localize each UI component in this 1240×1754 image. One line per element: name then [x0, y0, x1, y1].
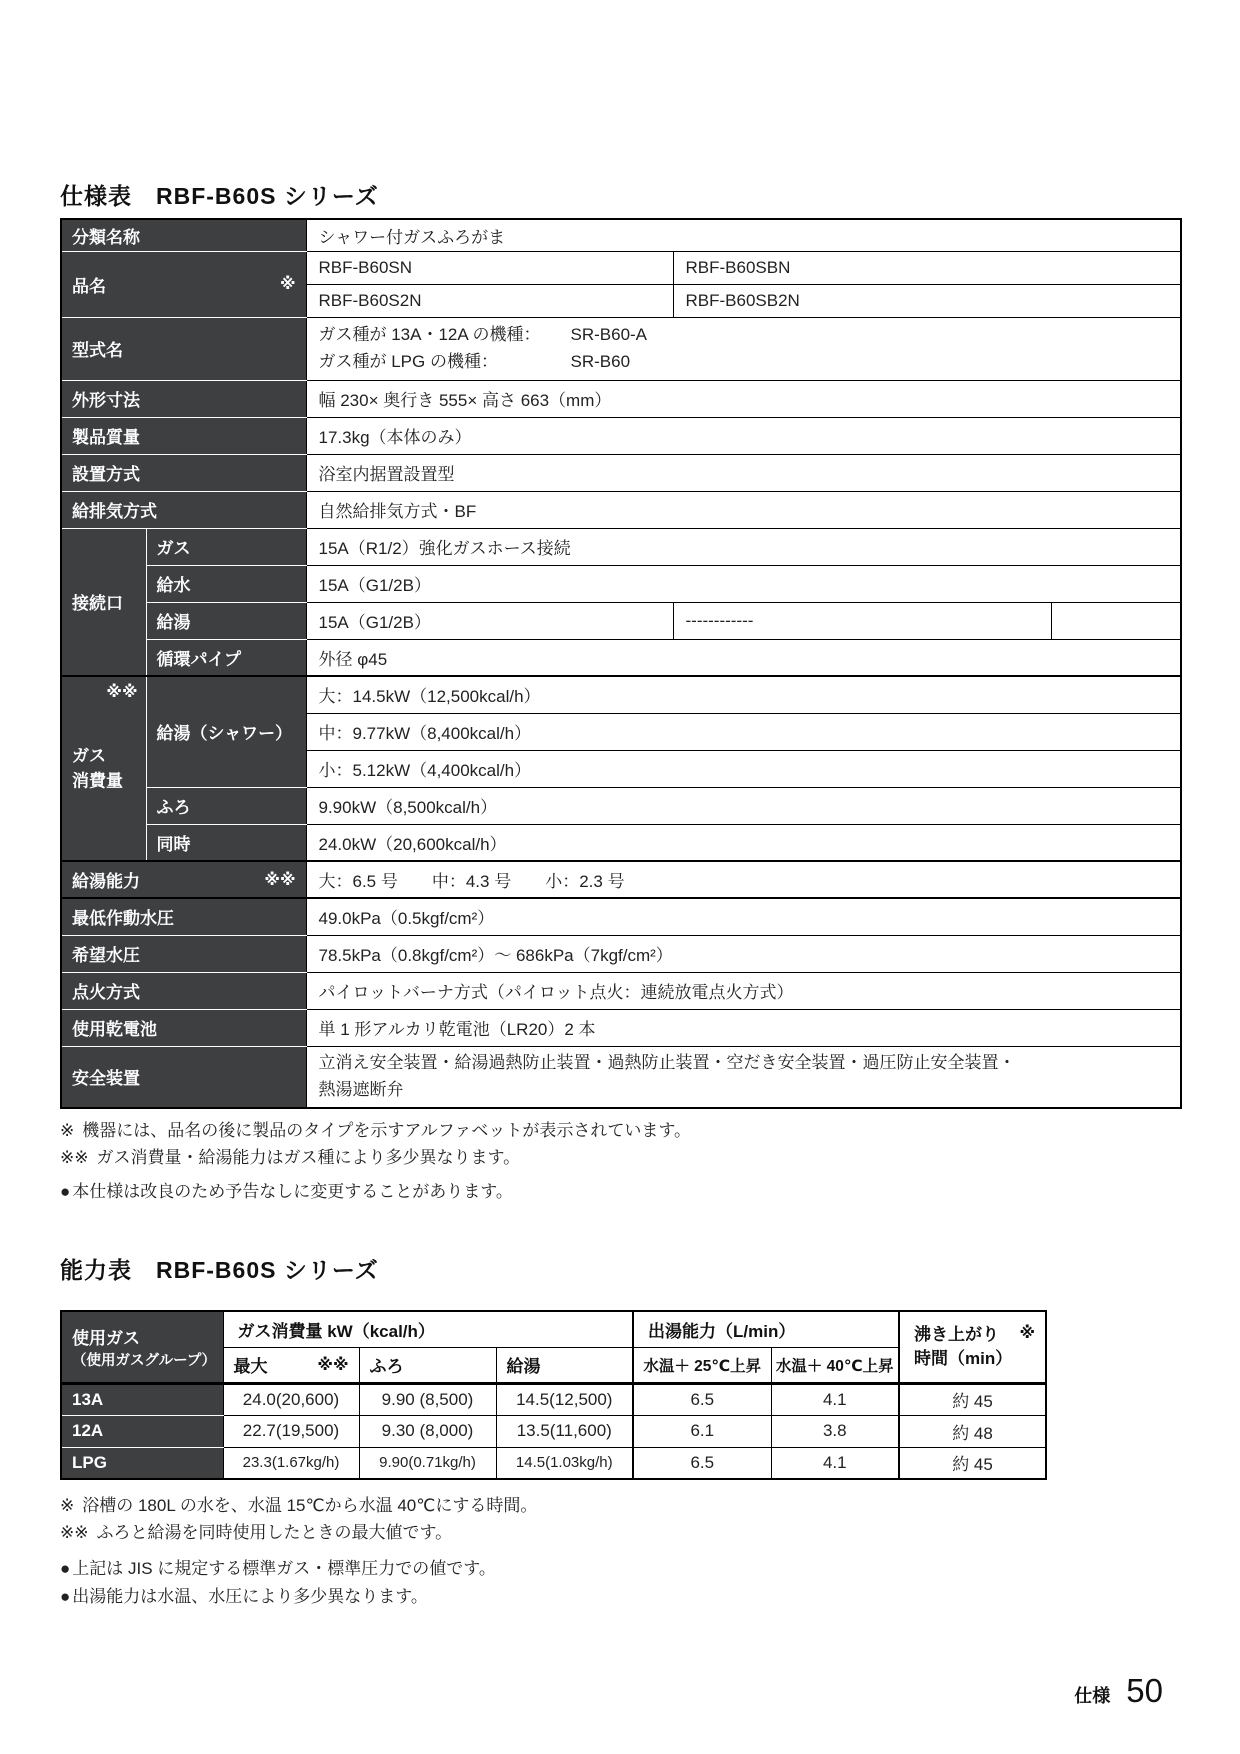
spec-row-header-weight — [61, 417, 306, 454]
cap-value-12a-rise25: 6.1 — [633, 1415, 771, 1447]
spec-subheader-connection-hot-water — [146, 602, 306, 639]
spec-value-name-s2n: RBF-B60S2N — [306, 284, 673, 317]
spec-value-bath: 9.90kW（8,500kcal/h） — [306, 787, 1181, 824]
cap-time-line1 — [914, 1323, 1035, 1347]
cap-group-output: 出湯能力（L/min） — [633, 1311, 899, 1347]
spec-label-min-pressure: 最低作動水圧 — [72, 909, 174, 929]
spec-row-header-min-pressure — [61, 898, 306, 935]
footer-section-label: 仕様 — [1074, 1686, 1111, 1706]
spec-subheader-simultaneous — [146, 824, 306, 861]
model-line2-value: SR-B60 — [570, 351, 631, 371]
cap-value-12a-max: 22.7(19,500) — [223, 1415, 359, 1447]
spec-label-model: 型式名 — [72, 341, 123, 360]
spec-row-header-category — [61, 219, 306, 251]
cap-subheader-rise40: 水温＋ 40℃上昇 — [771, 1347, 899, 1383]
cap-value-13a-hot: 14.5(12,500) — [496, 1383, 633, 1415]
spec-value-name-sbn: RBF-B60SBN — [673, 251, 1181, 284]
cap-value-13a-rise40: 4.1 — [771, 1383, 899, 1415]
spec-value-installation: 浴室内据置設置型 — [306, 454, 1181, 491]
cap-row-header-lpg: LPG — [61, 1447, 223, 1479]
spec-label-weight: 製品質量 — [72, 428, 140, 447]
cap-value-12a-time: 約 48 — [899, 1415, 1046, 1447]
spec-row-header-pressure-range — [61, 935, 306, 972]
cap-header-gas-type — [61, 1311, 223, 1383]
spec-label-pressure-range: 希望水圧 — [72, 946, 140, 965]
spec-table-title: 仕様表 RBF-B60S シリーズ — [60, 183, 379, 209]
spec-notes — [60, 1117, 1180, 1206]
capacity-table — [60, 1310, 1047, 1480]
spec-label-category: 分類名称 — [72, 227, 140, 247]
page-footer — [1074, 1672, 1163, 1710]
spec-note-2 — [60, 1144, 1180, 1171]
spec-row-header-product-name — [61, 251, 306, 317]
note-text: 出湯能力は水温、水圧により多少異なります。 — [72, 1587, 428, 1606]
spec-value-ignition: パイロットバーナ方式（パイロット点火：連続放電点火方式） — [306, 972, 1181, 1009]
cap-group-time — [899, 1311, 1046, 1383]
spec-label-air-supply: 給排気方式 — [72, 502, 157, 521]
cap-value-lpg-time: 約 45 — [899, 1447, 1046, 1479]
spec-label-connections: 接続口 — [72, 594, 123, 614]
model-line1-value: SR-B60-A — [570, 325, 648, 345]
capacity-notes — [60, 1492, 1180, 1611]
spec-subheader-shower — [146, 676, 306, 787]
spec-value-weight: 17.3kg（本体のみ） — [306, 417, 1181, 454]
gas-consumption-label-line2: 消費量 — [72, 771, 123, 791]
note-text: ふろと給湯を同時使用したときの最大値です。 — [96, 1523, 453, 1542]
cap-value-12a-rise40: 3.8 — [771, 1415, 899, 1447]
capacity-bullet-2 — [60, 1583, 1180, 1611]
cap-group-consumption: ガス消費量 kW（kcal/h） — [223, 1311, 633, 1347]
cap-value-12a-bath: 9.30 (8,000) — [359, 1415, 496, 1447]
spec-value-shower-small: 小：5.12kW（4,400kcal/h） — [306, 750, 1181, 787]
spec-value-name-sb2n: RBF-B60SB2N — [673, 284, 1181, 317]
capacity-note-2 — [60, 1519, 1180, 1546]
spec-row-header-safety — [61, 1046, 306, 1108]
spec-value-capacity: 大：6.5 号 中：4.3 号 小：2.3 号 — [306, 861, 1181, 898]
note-text: 浴槽の 180L の水を、水温 15℃から水温 40℃にする時間。 — [82, 1496, 538, 1515]
spec-label-bath: ふろ — [156, 798, 191, 817]
cap-value-lpg-hot: 14.5(1.03kg/h) — [496, 1447, 633, 1479]
spec-value-connection-pipe: 外径 φ45 — [306, 639, 1181, 676]
cap-row-header-12a: 12A — [61, 1415, 223, 1447]
spec-label-capacity: 給湯能力 — [72, 872, 140, 891]
note-mark: ※※ — [60, 1148, 89, 1167]
note-mark: ※※ — [264, 871, 296, 889]
note-mark: ※※ — [60, 1523, 89, 1542]
spec-row-header-capacity — [61, 861, 306, 898]
cap-subheader-hot: 給湯 — [496, 1347, 633, 1383]
spec-row-header-dimensions — [61, 380, 306, 417]
safety-line-1: 立消え安全装置・給湯過熱防止装置・過熱防止装置・空だき安全装置・過圧防止安全装置・ — [318, 1053, 1016, 1073]
note-text: 上記は JIS に規定する標準ガス・標準圧力での値です。 — [72, 1559, 496, 1578]
spec-row-header-ignition — [61, 972, 306, 1009]
cap-value-12a-hot: 13.5(11,600) — [496, 1415, 633, 1447]
spec-value-connection-hot-water: 15A（G1/2B） — [306, 602, 673, 639]
spec-label-product-name: 品名 — [72, 276, 106, 296]
spec-label-simultaneous: 同時 — [156, 834, 191, 854]
note-mark: ※ — [1019, 1324, 1036, 1342]
spec-value-simultaneous: 24.0kW（20,600kcal/h） — [306, 824, 1181, 861]
spec-label-battery: 使用乾電池 — [72, 1020, 157, 1039]
cap-value-13a-bath: 9.90 (8,500) — [359, 1383, 496, 1415]
spec-value-shower-medium: 中：9.77kW（8,400kcal/h） — [306, 713, 1181, 750]
spec-value-dimensions: 幅 230× 奥行き 555× 高さ 663（mm） — [306, 380, 1181, 417]
note-mark: ※ — [60, 1496, 75, 1515]
spec-group-header-gas-consumption — [61, 676, 146, 861]
bullet-icon: ● — [60, 1587, 71, 1606]
cap-label-max: 最大 — [233, 1357, 268, 1376]
spec-row-header-air-supply — [61, 491, 306, 528]
spec-bullet-note — [60, 1178, 1180, 1206]
cap-row-header-13a: 13A — [61, 1383, 223, 1415]
cap-value-lpg-rise25: 6.5 — [633, 1447, 771, 1479]
cap-label-gas-line1: 使用ガス — [72, 1328, 140, 1348]
model-line-1 — [319, 322, 1169, 348]
spec-value-battery: 単 1 形アルカリ乾電池（LR20）2 本 — [306, 1009, 1181, 1046]
spec-label-dimensions: 外形寸法 — [72, 391, 140, 410]
footer-page-number: 50 — [1126, 1672, 1163, 1709]
spec-label-safety: 安全装置 — [72, 1069, 140, 1089]
cap-value-lpg-rise40: 4.1 — [771, 1447, 899, 1479]
spec-value-connection-hot-water-none: ------------ — [673, 602, 1051, 639]
cap-subheader-max — [223, 1347, 359, 1383]
spec-table — [60, 218, 1182, 1109]
spec-value-model — [306, 317, 1181, 380]
model-line1-label: ガス種が 13A・12A の機種： — [318, 325, 541, 345]
spec-subheader-connection-gas — [146, 528, 306, 565]
safety-line-2: 熱湯遮断弁 — [318, 1079, 404, 1099]
note-text: 本仕様は改良のため予告なしに変更することがあります。 — [72, 1182, 513, 1201]
spec-value-air-supply: 自然給排気方式・BF — [306, 491, 1181, 528]
spec-note-1 — [60, 1117, 1180, 1144]
spec-label-shower: 給湯（シャワー） — [156, 724, 293, 744]
cap-value-lpg-bath: 9.90(0.71kg/h) — [359, 1447, 496, 1479]
capacity-note-1 — [60, 1492, 1180, 1519]
cap-value-13a-rise25: 6.5 — [633, 1383, 771, 1415]
note-text: 機器には、品名の後に製品のタイプを示すアルファベットが表示されています。 — [82, 1121, 692, 1140]
note-text: ガス消費量・給湯能力はガス種により多少異なります。 — [96, 1148, 521, 1167]
spec-cell-empty — [1051, 602, 1181, 639]
gas-consumption-label-line1: ガス — [72, 746, 106, 765]
cap-value-13a-max: 24.0(20,600) — [223, 1383, 359, 1415]
model-line-2 — [319, 349, 1169, 375]
spec-value-connection-water: 15A（G1/2B） — [306, 565, 1181, 602]
spec-value-pressure-range: 78.5kPa（0.8kgf/cm²）～ 686kPa（7kgf/cm²） — [306, 935, 1181, 972]
note-mark: ※ — [279, 276, 296, 293]
spec-label-ignition: 点火方式 — [72, 983, 140, 1002]
spec-group-header-connections — [61, 528, 146, 676]
note-mark: ※※ — [106, 684, 138, 701]
spec-subheader-connection-pipe — [146, 639, 306, 676]
spec-value-category: シャワー付ガスふろがま — [306, 219, 1181, 251]
bullet-icon: ● — [60, 1182, 71, 1201]
spec-label-connection-hot-water: 給湯 — [156, 613, 191, 632]
cap-value-13a-time: 約 45 — [899, 1383, 1046, 1415]
spec-subheader-bath — [146, 787, 306, 824]
cap-time-line2: 時間（min） — [914, 1348, 1013, 1368]
capacity-table-title: 能力表 RBF-B60S シリーズ — [60, 1257, 379, 1283]
spec-label-connection-gas: ガス — [156, 539, 191, 558]
note-mark: ※ — [60, 1121, 75, 1140]
spec-label-connection-pipe: 循環パイプ — [156, 649, 241, 669]
cap-label-gas-line2: （使用ガスグループ） — [72, 1352, 216, 1369]
spec-subheader-connection-water — [146, 565, 306, 602]
cap-value-lpg-max: 23.3(1.67kg/h) — [223, 1447, 359, 1479]
spec-label-installation: 設置方式 — [72, 465, 140, 484]
spec-row-header-model — [61, 317, 306, 380]
bullet-icon: ● — [60, 1559, 71, 1578]
spec-value-connection-gas: 15A（R1/2）強化ガスホース接続 — [306, 528, 1181, 565]
cap-time-label: 沸き上がり — [914, 1324, 1000, 1344]
spec-value-name-sn: RBF-B60SN — [306, 251, 673, 284]
spec-label-gas-consumption — [72, 743, 123, 794]
spec-value-safety — [306, 1046, 1181, 1108]
cap-subheader-rise25: 水温＋ 25℃上昇 — [633, 1347, 771, 1383]
capacity-bullet-1 — [60, 1555, 1180, 1583]
spec-row-header-battery — [61, 1009, 306, 1046]
spec-label-connection-water: 給水 — [156, 576, 191, 595]
spec-value-shower-large: 大：14.5kW（12,500kcal/h） — [306, 676, 1181, 713]
model-line2-label: ガス種が LPG の機種： — [318, 351, 498, 371]
spec-value-min-pressure: 49.0kPa（0.5kgf/cm²） — [306, 898, 1181, 935]
spec-row-header-installation — [61, 454, 306, 491]
cap-subheader-bath: ふろ — [359, 1347, 496, 1383]
note-mark: ※※ — [317, 1356, 349, 1374]
